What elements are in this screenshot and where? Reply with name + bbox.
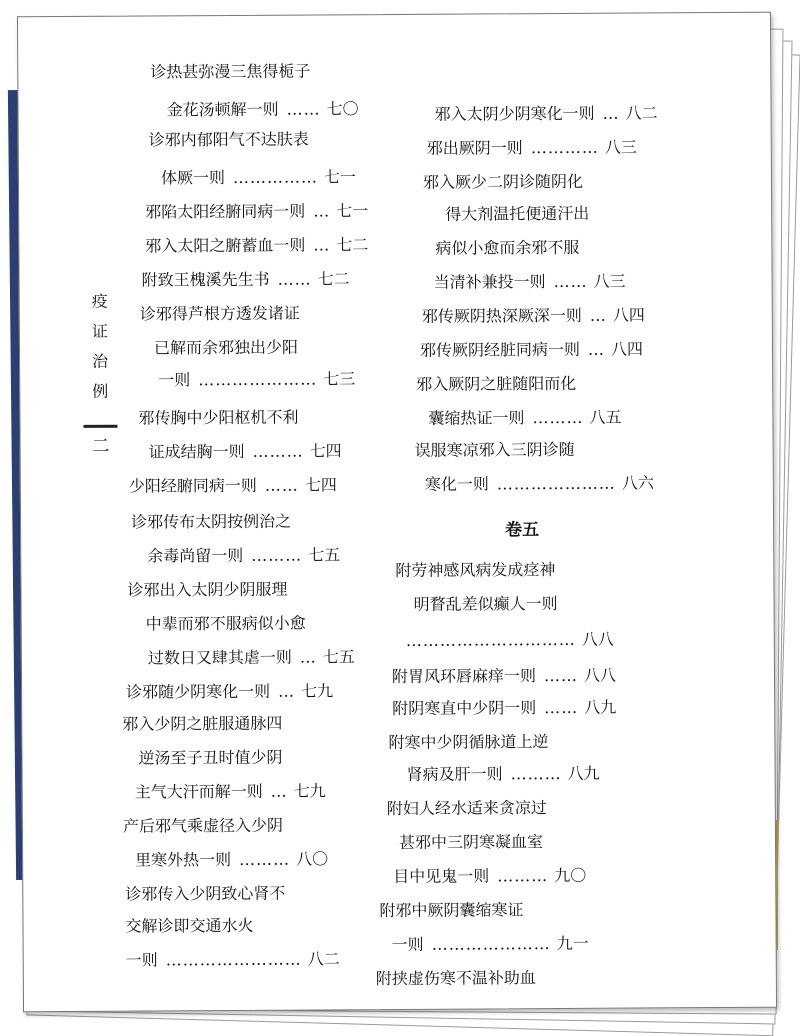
header-rule	[83, 425, 117, 428]
toc-leader-dots: ……	[265, 476, 299, 495]
toc-entry	[125, 915, 253, 938]
toc-entry	[148, 646, 355, 669]
toc-entry	[423, 171, 583, 194]
toc-page-number: 八二	[626, 103, 658, 122]
toc-entry-title: 邪入太阴少阴寒化一则	[435, 104, 595, 124]
toc-page-number: 八四	[611, 339, 643, 358]
toc-entry-title: 病似小愈而余邪不服	[435, 238, 579, 258]
header-char: 治	[92, 347, 108, 377]
header-char: 证	[92, 317, 108, 347]
toc-entry-title: 邪传厥阴热深厥深一则	[422, 306, 582, 326]
toc-entry	[388, 731, 548, 754]
toc-entry-title: 诊邪传入少阴致心肾不	[125, 884, 285, 904]
toc-entry-title: 误服寒凉邪入三阴诊随	[415, 440, 575, 460]
document-page	[17, 12, 777, 1013]
toc-entry-title: 附寒中少阴循脉道上逆	[388, 732, 548, 752]
toc-entry	[129, 474, 337, 497]
toc-right-column	[18, 15, 338, 17]
toc-page-number: 七二	[336, 235, 368, 254]
toc-entry	[392, 665, 616, 688]
toc-entry-title: 囊缩热证一则	[428, 408, 524, 428]
toc-entry-title: 逆汤至子丑时值少阴	[138, 748, 282, 768]
toc-entry-title: 目中见鬼一则	[393, 866, 489, 886]
toc-entry-title: 诊邪传布太阴按例治之	[131, 512, 291, 532]
page-number: 二	[92, 434, 110, 460]
toc-entry-title: 产后邪气乘虚径入少阴	[123, 816, 283, 836]
toc-leader-dots: …………………	[198, 369, 317, 389]
toc-entry	[392, 933, 589, 956]
toc-entry-title: 附胃风环唇麻痒一则	[392, 666, 536, 686]
toc-entry-title: 附劳神感风病发成痉神	[395, 560, 555, 580]
toc-entry-title: 邪入少阴之脏服通脉四	[122, 714, 282, 734]
toc-entry-title: 附阴寒直中少阴一则	[392, 698, 536, 718]
toc-page-number: 八八	[582, 630, 614, 649]
toc-entry-title: 邪入太阳之腑蓄血一则	[145, 236, 305, 256]
toc-entry-title: 当清补兼投一则	[434, 272, 546, 292]
toc-entry	[140, 303, 300, 326]
toc-entry	[138, 747, 282, 770]
toc-entry-title: 证成结胸一则	[149, 442, 245, 462]
toc-page-number: 七五	[308, 545, 340, 564]
toc-leader-dots: ………	[511, 764, 562, 783]
toc-entry	[149, 440, 342, 463]
toc-page-number: 八二	[308, 949, 340, 968]
toc-page-number: 八三	[605, 138, 637, 157]
toc-entry-title: 甚邪中三阴寒凝血室	[399, 832, 543, 852]
toc-entry	[146, 613, 306, 636]
toc-leader-dots: …………………	[432, 934, 551, 954]
toc-entry	[150, 61, 310, 84]
toc-entry	[434, 271, 626, 294]
toc-entry	[422, 304, 645, 327]
toc-entry-title: 一则	[392, 935, 424, 954]
toc-leader-dots: …	[271, 782, 288, 801]
toc-entry-title: 诊邪内郁阳气不达肤表	[149, 130, 309, 150]
toc-entry	[145, 200, 368, 223]
toc-leader-dots: ………	[239, 850, 290, 869]
toc-entry-title: 邪出厥阴一则	[427, 138, 523, 158]
toc-entry	[387, 797, 547, 820]
toc-page-number: 八三	[594, 272, 626, 291]
toc-page-number: 七二	[318, 269, 350, 288]
toc-entry	[445, 203, 589, 226]
toc-page-number: 七九	[294, 781, 326, 800]
toc-entry-title: 一则	[158, 370, 190, 389]
toc-page-number: 九一	[557, 934, 589, 953]
toc-entry-title: 寒化一则	[425, 474, 489, 493]
toc-entry	[406, 629, 614, 652]
toc-entry-title: 明瞀乱差似癫人一则	[414, 594, 558, 614]
toc-page-number: 八四	[613, 305, 645, 324]
header-char: 疫	[92, 287, 108, 317]
toc-entry-title: 诊邪得芦根方透发诸证	[140, 304, 300, 324]
toc-entry	[379, 899, 523, 922]
toc-entry-title: 肾病及肝一则	[407, 764, 503, 784]
toc-entry	[393, 865, 586, 888]
toc-entry	[145, 234, 368, 257]
toc-leader-dots: ……	[278, 270, 312, 289]
toc-page-number: 八六	[622, 473, 654, 492]
toc-page-number: 七一	[336, 201, 368, 220]
toc-page-number: 七五	[323, 647, 355, 666]
toc-page-number: 七三	[323, 369, 355, 388]
toc-entry-title: 主气大汗而解一则	[135, 782, 263, 802]
toc-leader-dots: ……………	[233, 167, 318, 187]
toc-page-number: 八九	[584, 698, 616, 717]
toc-page-number: 八五	[589, 408, 621, 427]
running-header	[80, 287, 121, 460]
toc-page-number: 七四	[305, 475, 337, 494]
toc-entry-title: 邪入厥少二阴诊随阴化	[423, 172, 583, 192]
toc-entry	[414, 593, 558, 616]
toc-entry	[125, 883, 285, 906]
section-heading	[505, 519, 539, 541]
toc-page-number: 七一	[324, 167, 356, 186]
toc-entry	[135, 848, 328, 871]
toc-leader-dots: …	[590, 306, 607, 325]
toc-page-number: 八〇	[296, 849, 328, 868]
toc-leader-dots: …	[278, 682, 295, 701]
toc-leader-dots: ………	[532, 408, 583, 427]
toc-leader-dots: ………	[253, 442, 304, 461]
toc-entry-title: 邪传厥阴经脏同病一则	[420, 340, 580, 360]
toc-leader-dots: ………	[251, 546, 302, 565]
toc-leader-dots: …	[313, 201, 330, 220]
toc-entry	[427, 137, 637, 160]
toc-entry-title: 卷五	[505, 520, 539, 540]
toc-entry	[420, 338, 643, 361]
toc-entry-title: 得大剂温托便通汗出	[445, 204, 589, 224]
header-char: 例	[92, 377, 108, 407]
toc-entry	[131, 511, 291, 534]
toc-entry	[138, 407, 298, 430]
toc-entry	[123, 815, 283, 838]
toc-entry-title: 邪传胸中少阳枢机不利	[138, 408, 298, 428]
toc-leader-dots: ………	[497, 866, 548, 885]
toc-entry	[127, 579, 287, 602]
toc-leader-dots: …	[603, 104, 620, 123]
toc-entry-title: 过数日又肆其虐一则	[148, 648, 292, 668]
toc-leader-dots: ……	[544, 666, 578, 685]
toc-entry-title: 邪陷太阳经腑同病一则	[145, 202, 305, 222]
toc-entry-title: 附妇人经水适来贪凉过	[387, 798, 547, 818]
toc-page-number: 八八	[584, 666, 616, 685]
toc-entry	[122, 713, 282, 736]
toc-entry	[415, 439, 575, 462]
toc-entry	[142, 268, 350, 291]
toc-entry	[395, 559, 555, 582]
toc-entry-title: 诊邪随少阴寒化一则	[126, 682, 270, 702]
toc-entry-title: 中辈而邪不服病似小愈	[146, 614, 306, 634]
toc-entry-title: 一则	[126, 950, 158, 969]
toc-entry	[376, 967, 536, 990]
toc-entry-title: 里寒外热一则	[135, 850, 231, 870]
toc-entry-title: 诊邪出入太阴少阴服理	[127, 580, 287, 600]
toc-page-number: 八九	[568, 764, 600, 783]
toc-entry	[407, 763, 600, 786]
toc-entry	[161, 166, 356, 189]
toc-entry	[166, 98, 358, 121]
toc-entry	[435, 102, 658, 125]
toc-entry-title: 余毒尚留一则	[147, 546, 243, 566]
toc-entry	[149, 129, 309, 152]
toc-entry	[158, 368, 355, 391]
toc-leader-dots: ……	[544, 698, 578, 717]
toc-leader-dots: ……	[286, 99, 320, 118]
toc-leader-dots: ……	[554, 272, 588, 291]
toc-entry-title: 附致王槐溪先生书	[142, 270, 270, 290]
toc-entry	[416, 373, 576, 396]
toc-leader-dots: …	[313, 235, 330, 254]
toc-page-number: 七四	[310, 441, 342, 460]
toc-entry-title: 附挟虚伤寒不温补助血	[376, 968, 536, 988]
toc-entry-title: 邪入厥阴之脏随阳而化	[416, 374, 576, 394]
toc-entry	[435, 237, 579, 260]
toc-entry	[126, 680, 333, 703]
toc-entry-title: 少阳经腑同病一则	[129, 476, 257, 496]
toc-entry	[154, 337, 298, 360]
toc-entry	[135, 780, 326, 803]
toc-leader-dots: …………………………	[406, 630, 576, 650]
toc-page-number: 七〇	[326, 99, 358, 118]
toc-leader-dots: …	[588, 340, 605, 359]
toc-page-number: 七九	[301, 681, 333, 700]
toc-entry	[425, 472, 654, 495]
toc-leader-dots: …………	[531, 138, 599, 157]
toc-entry	[147, 544, 340, 567]
toc-leader-dots: …	[300, 647, 317, 666]
toc-page-number: 九〇	[554, 866, 586, 885]
toc-left-column	[18, 15, 338, 17]
toc-entry-title: 诊热甚弥漫三焦得栀子	[150, 62, 310, 82]
toc-entry	[126, 948, 340, 971]
toc-entry	[399, 831, 543, 854]
toc-entry-title: 已解而余邪独出少阳	[154, 338, 298, 358]
toc-leader-dots: ……………………	[166, 950, 302, 970]
toc-leader-dots: …………………	[497, 474, 616, 494]
toc-entry	[392, 697, 616, 720]
toc-entry-title: 交解诊即交通水火	[125, 916, 253, 936]
toc-entry	[428, 407, 621, 430]
toc-entry-title: 金花汤顿解一则	[166, 100, 278, 120]
toc-entry-title: 体厥一则	[161, 168, 225, 187]
toc-entry-title: 附邪中厥阴囊缩寒证	[379, 900, 523, 920]
